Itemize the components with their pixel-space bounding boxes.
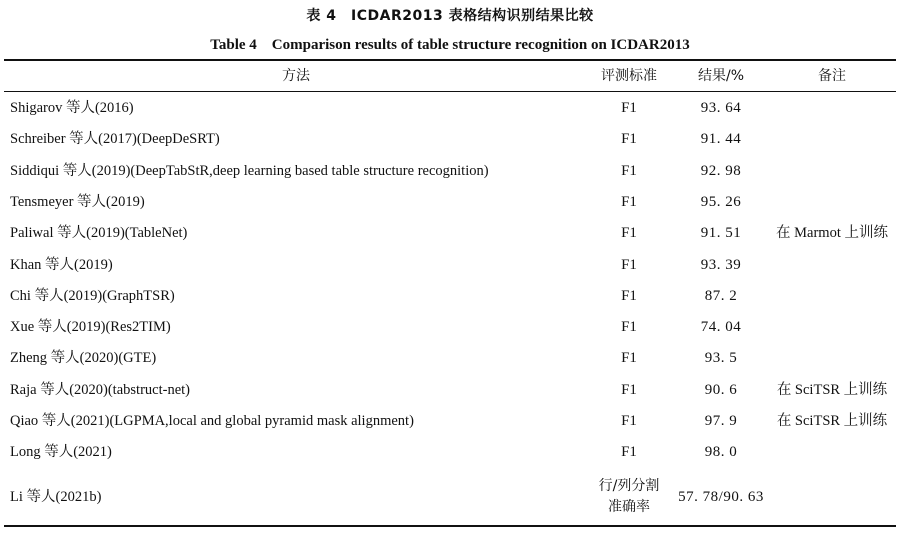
cell-metric: F1 — [621, 162, 637, 179]
cell-result: 91. 51 — [700, 225, 742, 242]
cell-method: Schreiber 等人(2017)(DeepDeSRT) — [10, 131, 220, 148]
cell-remark — [768, 124, 896, 154]
cell-remark — [768, 187, 896, 217]
header-metric: 评测标准 — [601, 68, 657, 84]
cell-result: 98. 0 — [704, 444, 738, 461]
table-row — [0, 93, 900, 123]
table-row — [0, 474, 900, 520]
table-row — [0, 406, 900, 436]
cell-method: Paliwal 等人(2019)(TableNet) — [10, 225, 188, 242]
cell-method: Tensmeyer 等人(2019) — [10, 193, 145, 210]
cell-method: Zheng 等人(2020)(GTE) — [10, 350, 157, 367]
cell-remark — [768, 437, 896, 467]
cell-metric: F1 — [621, 413, 637, 429]
cell-method: Shigarov 等人(2016) — [10, 100, 134, 116]
cell-remark — [768, 474, 896, 520]
table-top-rule — [4, 59, 896, 61]
cell-metric: F1 — [621, 381, 637, 398]
cell-result: 97. 9 — [704, 413, 738, 429]
cell-metric: F1 — [621, 225, 637, 242]
table-row — [0, 156, 900, 186]
cell-result: 93. 39 — [700, 256, 742, 273]
header-method: 方法 — [282, 68, 310, 84]
table-row — [0, 218, 900, 248]
table-row — [0, 187, 900, 217]
cell-method: Khan 等人(2019) — [10, 256, 113, 273]
cell-method: Qiao 等人(2021)(LGPMA,local and global pyramid mask alignment) — [10, 413, 414, 429]
cell-remark: 在 SciTSR 上训练 — [776, 381, 888, 398]
header-result: 结果/% — [697, 68, 745, 84]
cell-result: 90. 6 — [704, 381, 738, 398]
table-row — [0, 312, 900, 342]
table-caption-chinese: 表 4 ICDAR2013 表格结构识别结果比较 — [306, 8, 594, 24]
cell-metric: F1 — [621, 287, 637, 304]
table-row — [0, 343, 900, 373]
cell-metric — [584, 474, 674, 522]
cell-result: 93. 64 — [700, 100, 742, 116]
cell-metric: F1 — [621, 444, 637, 461]
cell-metric: F1 — [621, 256, 637, 273]
cell-method: Li 等人(2021b) — [10, 489, 102, 505]
cell-metric: F1 — [621, 131, 637, 148]
header-remark: 备注 — [818, 68, 846, 84]
table-row — [0, 437, 900, 467]
cell-method: Long 等人(2021) — [10, 444, 112, 461]
cell-result: 57. 78/90. 63 — [678, 489, 764, 505]
cell-result: 95. 26 — [700, 193, 742, 210]
cell-metric-line: 行/列分割 — [598, 478, 660, 494]
cell-remark — [768, 93, 896, 123]
cell-remark: 在 Marmot 上训练 — [776, 225, 888, 242]
cell-method: Raja 等人(2020)(tabstruct-net) — [10, 381, 190, 398]
cell-method: Siddiqui 等人(2019)(DeepTabStR,deep learning based table structure recognition) — [10, 162, 489, 179]
cell-remark — [768, 312, 896, 342]
cell-method: Xue 等人(2019)(Res2TIM) — [10, 319, 171, 336]
cell-remark — [768, 281, 896, 311]
cell-metric: F1 — [621, 319, 637, 336]
table-row — [0, 124, 900, 154]
table-bottom-rule — [4, 525, 896, 527]
table-row — [0, 281, 900, 311]
cell-result: 87. 2 — [704, 287, 738, 304]
table-header-rule — [4, 91, 896, 92]
table-caption-english: Table 4 Comparison results of table structure recognition on ICDAR2013 — [210, 37, 690, 53]
table-row — [0, 250, 900, 280]
cell-remark — [768, 343, 896, 373]
table-row — [0, 375, 900, 405]
cell-method: Chi 等人(2019)(GraphTSR) — [10, 287, 175, 304]
cell-result: 92. 98 — [700, 162, 742, 179]
cell-result: 93. 5 — [704, 350, 738, 367]
cell-result: 91. 44 — [700, 131, 742, 148]
cell-metric-line: 准确率 — [608, 499, 650, 515]
cell-metric: F1 — [621, 193, 637, 210]
cell-remark: 在 SciTSR 上训练 — [776, 413, 888, 429]
cell-metric: F1 — [621, 100, 637, 116]
cell-remark — [768, 250, 896, 280]
cell-remark — [768, 156, 896, 186]
cell-result: 74. 04 — [700, 319, 742, 336]
cell-metric: F1 — [621, 350, 637, 367]
